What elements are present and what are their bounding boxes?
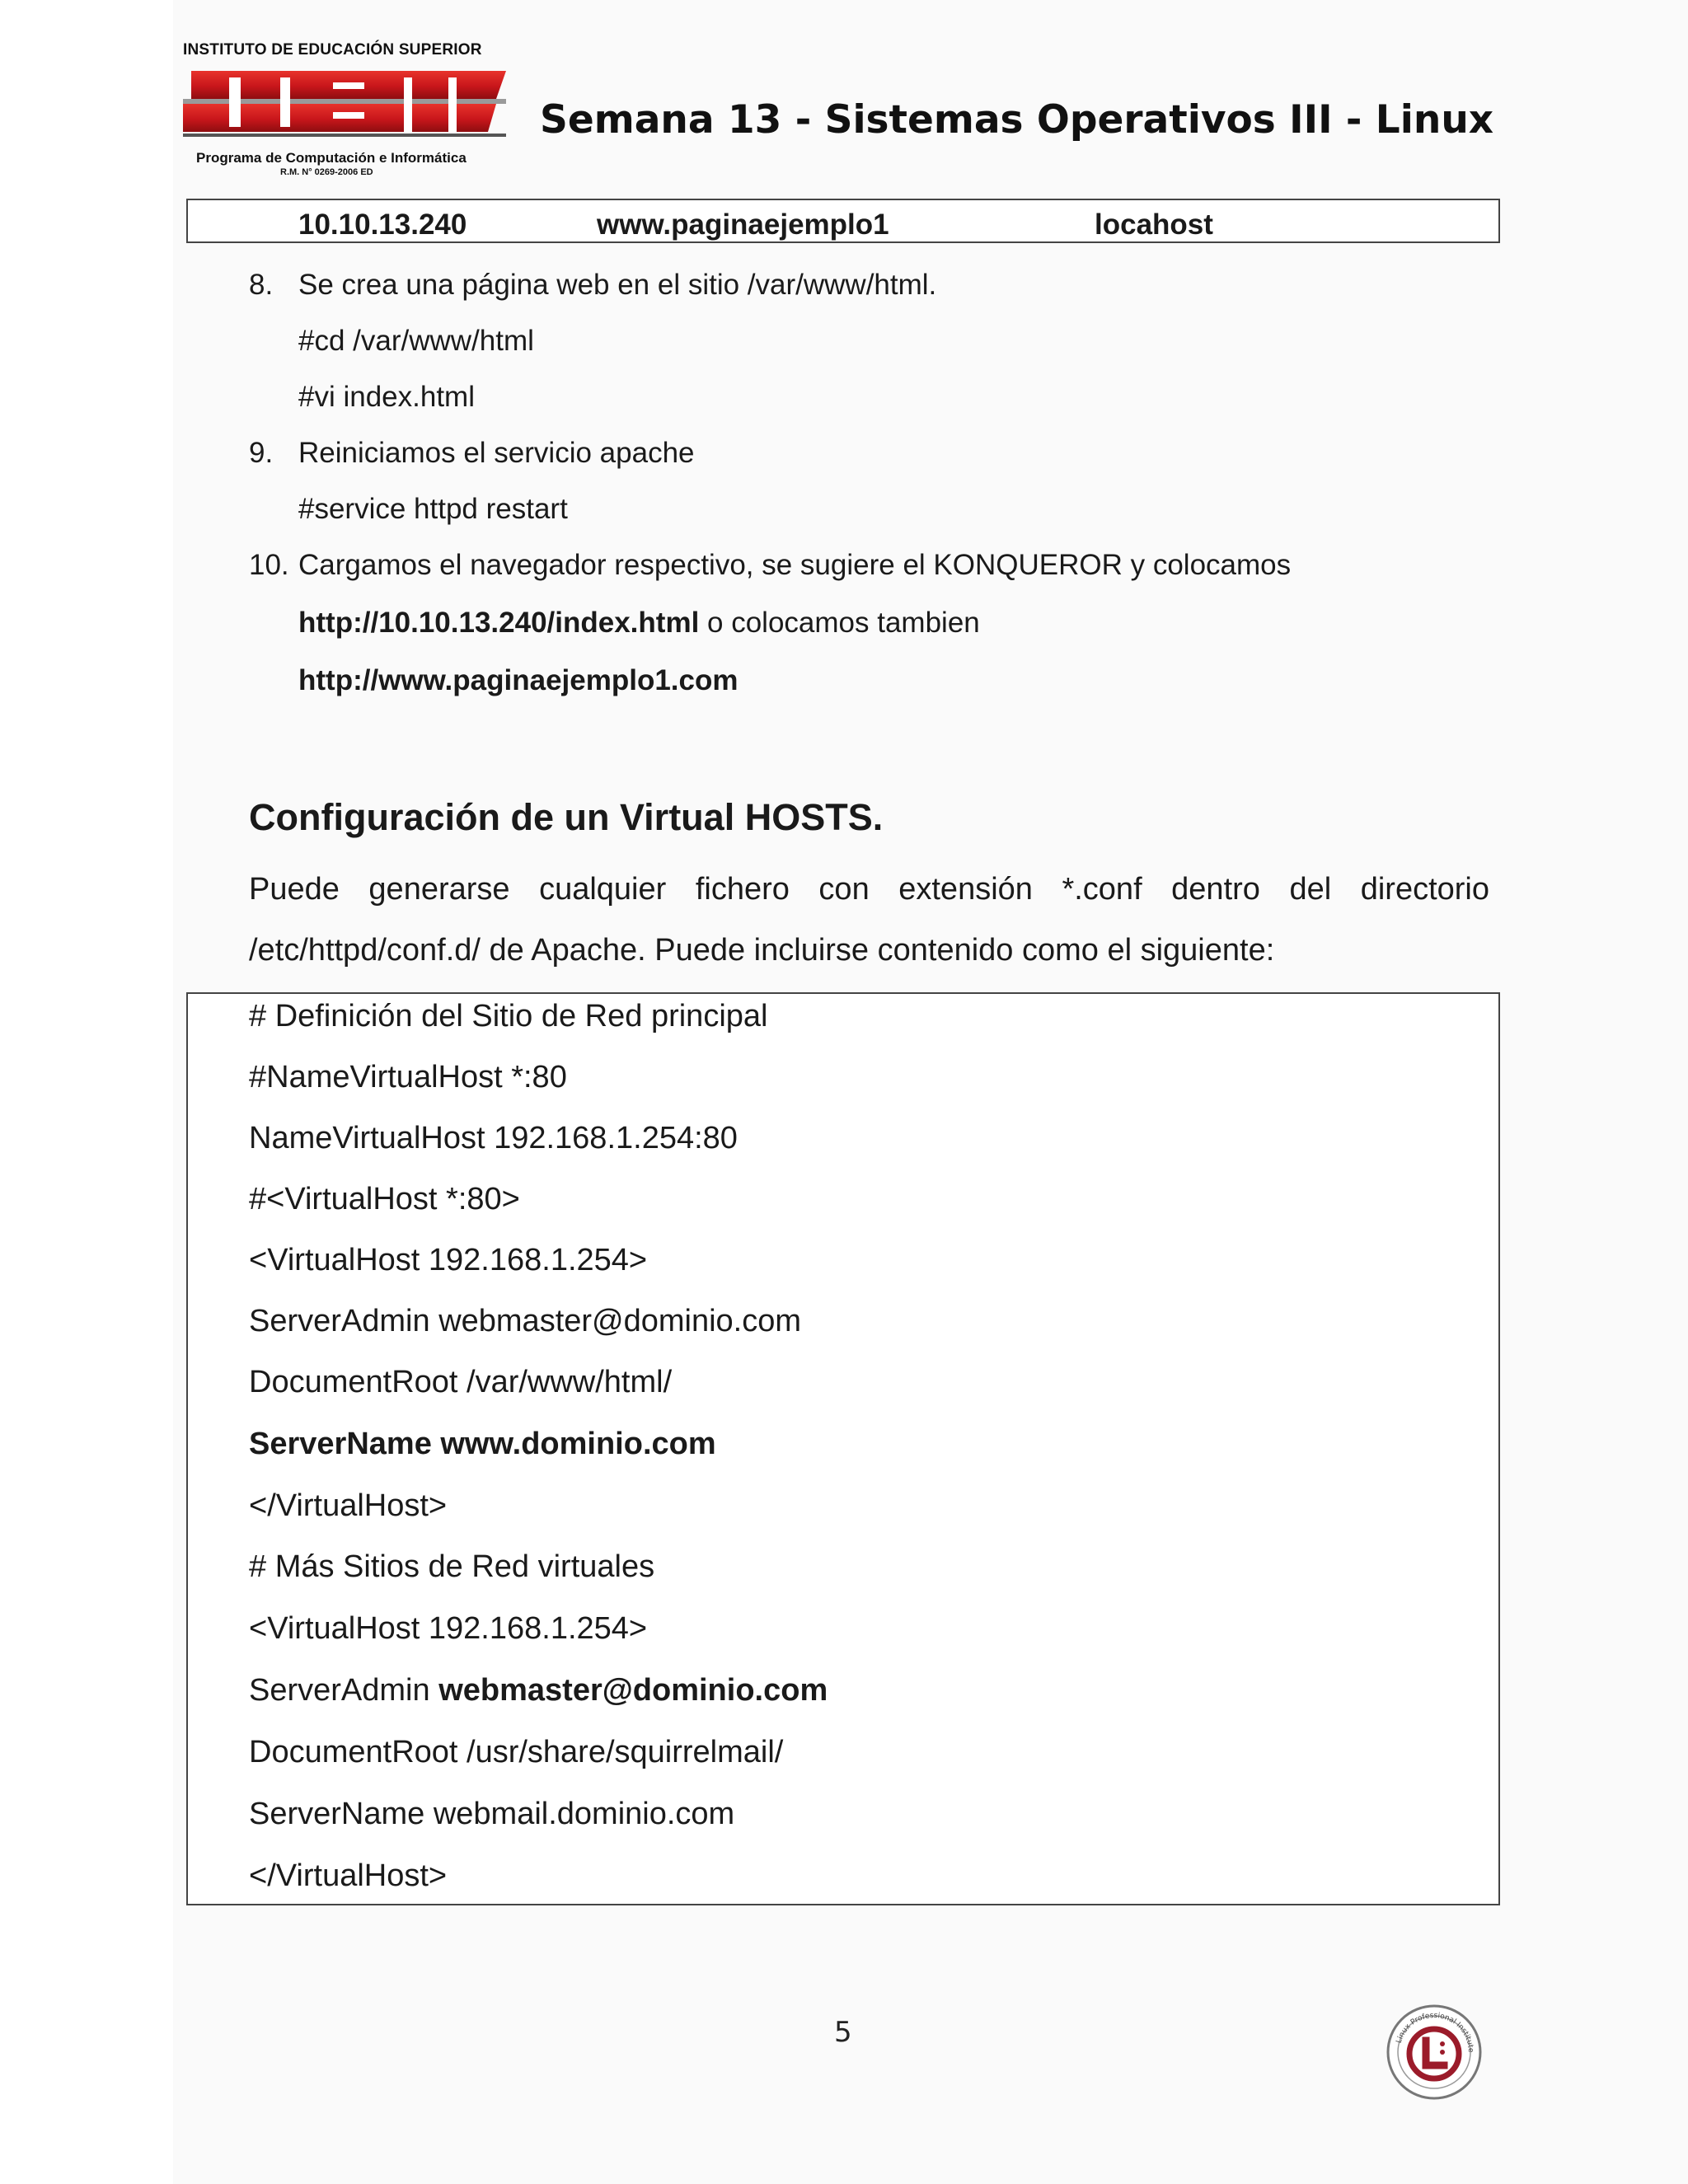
url-line: [298, 607, 980, 640]
code-bold: webmaster@dominio.com: [438, 1673, 828, 1708]
page-title: Semana 13 - Sistemas Operativos III - Linux: [540, 97, 1494, 143]
code-line: DocumentRoot /var/www/html/: [249, 1365, 673, 1399]
code-line: # Más Sitios de Red virtuales: [249, 1549, 655, 1584]
code-line: [249, 1673, 828, 1708]
command-line: #vi index.html: [298, 381, 475, 413]
lpi-badge-icon: [1385, 2003, 1484, 2102]
code-line: </VirtualHost>: [249, 1858, 448, 1893]
resolution-number: R.M. N° 0269-2006 ED: [280, 167, 373, 177]
code-prefix: ServerAdmin: [249, 1673, 439, 1708]
code-line: # Definición del Sitio de Red principal: [249, 999, 768, 1033]
code-line: #<VirtualHost *:80>: [249, 1182, 520, 1216]
step-number: 9.: [249, 437, 274, 469]
code-line: DocumentRoot /usr/share/squirrelmail/: [249, 1735, 784, 1769]
url-line-2: http://www.paginaejemplo1.com: [298, 664, 738, 696]
step-text: Se crea una página web en el sitio /var/www/html.: [298, 269, 937, 301]
hosts-site-cell: www.paginaejemplo1: [597, 209, 889, 241]
idat-logo: [183, 66, 506, 137]
command-line: #service httpd restart: [298, 493, 568, 525]
url-prefix: http://: [298, 607, 379, 639]
code-line: <VirtualHost 192.168.1.254>: [249, 1243, 648, 1277]
url-bold: 10.10.13.240/index.html: [378, 607, 700, 639]
paragraph-line: /etc/httpd/conf.d/ de Apache. Puede incluirse contenido como el siguiente:: [249, 933, 1275, 968]
paragraph-line: Puede generarse cualquier fichero con extensión *.conf dentro del directorio: [249, 872, 1489, 907]
code-line: </VirtualHost>: [249, 1488, 448, 1523]
badge-text: Linux Professional Institute: [1395, 2011, 1475, 2053]
code-line: ServerAdmin webmaster@dominio.com: [249, 1304, 802, 1338]
code-line: ServerName www.dominio.com: [249, 1427, 716, 1461]
hosts-ip-cell: 10.10.13.240: [298, 209, 467, 241]
step-text: Reiniciamos el servicio apache: [298, 437, 695, 469]
institute-name: INSTITUTO DE EDUCACIÓN SUPERIOR: [183, 41, 482, 59]
code-line: <VirtualHost 192.168.1.254>: [249, 1611, 648, 1646]
step-number: 10.: [249, 549, 289, 581]
step-text: Cargamos el navegador respectivo, se sugiere el KONQUEROR y colocamos: [298, 549, 1292, 581]
program-name: Programa de Computación e Informática: [196, 150, 467, 166]
page-number: 5: [834, 2016, 852, 2049]
url-suffix: o colocamos tambien: [699, 607, 980, 639]
code-line: ServerName webmail.dominio.com: [249, 1797, 735, 1831]
step-number: 8.: [249, 269, 274, 301]
code-line: #NameVirtualHost *:80: [249, 1060, 567, 1094]
code-line: NameVirtualHost 192.168.1.254:80: [249, 1121, 738, 1155]
section-heading: Configuración de un Virtual HOSTS.: [249, 796, 884, 838]
hosts-alias-cell: locahost: [1095, 209, 1213, 241]
command-line: #cd /var/www/html: [298, 325, 534, 357]
hosts-table-row: [186, 199, 1500, 243]
